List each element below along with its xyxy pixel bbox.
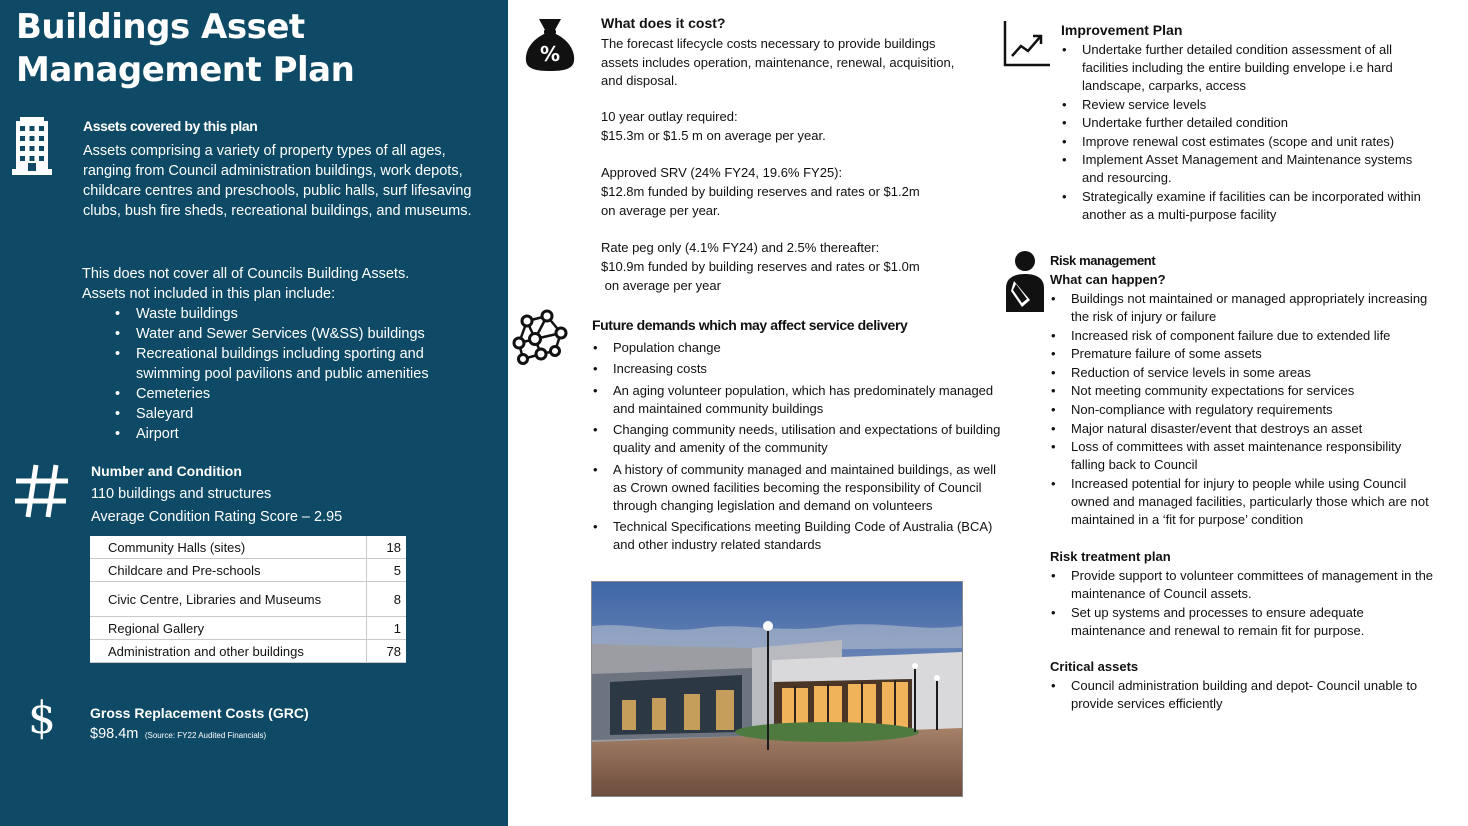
table-cell-value: 78	[367, 640, 407, 663]
assets-description: Assets comprising a variety of property types of all ages, ranging from Council administration buildings, work depots, childcare centres and preschools, public halls, surf lifesaving clubs, bush fire sheds, recreational buildings, and museums.	[83, 143, 472, 219]
page-title-line-2: Management Plan	[16, 50, 355, 90]
table-cell-label: Civic Centre, Libraries and Museums	[90, 582, 367, 617]
table-row	[90, 640, 406, 663]
page-title	[16, 6, 354, 92]
improvement-heading: Improvement Plan	[1061, 22, 1183, 38]
outlay-label: 10 year outlay required:	[601, 109, 738, 124]
buildings-count: 110 buildings and structures	[91, 486, 272, 502]
demands-heading: Future demands which may affect service delivery	[592, 317, 908, 333]
list-item: • Loss of committees with asset maintenance responsibility falling back to Council	[1050, 438, 1435, 474]
list-item: • Cemeteries	[82, 384, 472, 404]
improvement-list	[1061, 41, 1431, 225]
table-cell-label: Regional Gallery	[90, 617, 367, 640]
table-cell-label: Childcare and Pre-schools	[90, 559, 367, 582]
risk-subheading: What can happen?	[1050, 272, 1166, 287]
list-item: • Improve renewal cost estimates (scope and unit rates)	[1061, 133, 1431, 151]
hash-icon	[14, 463, 70, 519]
list-item: • Non-compliance with regulatory requirements	[1050, 401, 1435, 419]
list-item: • Undertake further detailed condition	[1061, 114, 1431, 132]
list-item: • Increasing costs	[592, 360, 1012, 378]
list-item: • Set up systems and processes to ensure adequate maintenance and renewal to remain fit for purpose.	[1050, 604, 1435, 640]
list-item: • A history of community managed and maintained buildings, as well as Crown owned facilities becoming the responsibility of Council through changing legislation and demand on volunteers	[592, 461, 1012, 515]
rate-peg-line-2: on average per year	[601, 278, 721, 293]
table-row	[90, 559, 406, 582]
list-item: • Technical Specifications meeting Building Code of Australia (BCA) and other industry related standards	[592, 518, 1012, 554]
page-title-line-1: Buildings Asset	[16, 7, 305, 47]
list-item: • Review service levels	[1061, 96, 1431, 114]
list-item: • Increased potential for injury to people while using Council owned and managed facilities, particularly those which are not maintained in a ‘fit for purpose’ condition	[1050, 475, 1435, 529]
rate-peg-line-1: $10.9m funded by building reserves and rates or $1.0m	[601, 259, 920, 274]
table-cell-label: Community Halls (sites)	[90, 536, 367, 559]
building-icon	[12, 117, 52, 175]
srv-label: Approved SRV (24% FY24, 19.6% FY25):	[601, 165, 843, 180]
srv-line-1: $12.8m funded by building reserves and rates or $1.2m	[601, 184, 920, 199]
money-bag-icon	[524, 16, 576, 72]
rate-peg-label: Rate peg only (4.1% FY24) and 2.5% thereafter:	[601, 240, 880, 255]
dollar-icon: $	[28, 693, 56, 744]
table-row	[90, 617, 406, 640]
building-photo	[591, 581, 963, 797]
condition-table	[90, 536, 406, 663]
list-item: • An aging volunteer population, which has predominately managed and maintained community buildings	[592, 382, 1012, 418]
critical-assets-heading: Critical assets	[1050, 659, 1139, 674]
grc-line	[90, 725, 266, 743]
network-icon	[508, 308, 570, 366]
cost-intro: The forecast lifecycle costs necessary to provide buildings assets includes operation, maintenance, renewal, acquisition, and disposal.	[601, 36, 955, 88]
not-covered-line-2: Assets not included in this plan include:	[82, 286, 336, 302]
demands-list	[592, 339, 1012, 557]
list-item: • Airport	[82, 424, 472, 444]
svg-text:%: %	[539, 42, 561, 66]
list-item: • Population change	[592, 339, 1012, 357]
table-row	[90, 536, 406, 559]
trend-chart-icon	[1003, 19, 1051, 67]
list-item: • Premature failure of some assets	[1050, 345, 1435, 363]
list-item: • Strategically examine if facilities can be incorporated within another as a multi-purpose facility	[1061, 188, 1431, 224]
list-item: • Major natural disaster/event that destroys an asset	[1050, 420, 1435, 438]
risk-treatment-list	[1050, 567, 1435, 640]
list-item: • Water and Sewer Services (W&SS) buildings	[82, 324, 472, 344]
excluded-assets-list	[82, 304, 472, 444]
not-covered-line-1: This does not cover all of Councils Building Assets.	[82, 266, 410, 282]
list-item: • Recreational buildings including sporting and swimming pool pavilions and public amenities	[82, 344, 472, 384]
outlay-value: $15.3m or $1.5 m on average per year.	[601, 128, 826, 143]
table-cell-value: 18	[367, 536, 407, 559]
list-item: • Changing community needs, utilisation and expectations of building quality and amenity of the community	[592, 421, 1012, 457]
risk-treatment-heading: Risk treatment plan	[1050, 549, 1171, 564]
table-row	[90, 582, 406, 617]
list-item: • Reduction of service levels in some areas	[1050, 364, 1435, 382]
grc-source: (Source: FY22 Audited Financials)	[144, 731, 267, 740]
table-cell-value: 5	[367, 559, 407, 582]
list-item: • Implement Asset Management and Maintenance systems and resourcing.	[1061, 151, 1431, 187]
srv-line-2: on average per year.	[601, 203, 721, 218]
list-item: • Council administration building and depot- Council unable to provide services efficiently	[1050, 677, 1435, 713]
critical-assets-list	[1050, 677, 1435, 713]
assets-heading: Assets covered by this plan	[83, 118, 258, 134]
grc-heading: Gross Replacement Costs (GRC)	[90, 705, 309, 721]
table-cell-label: Administration and other buildings	[90, 640, 367, 663]
condition-rating: Average Condition Rating Score – 2.95	[91, 509, 343, 525]
table-cell-value: 8	[367, 582, 407, 617]
list-item: • Provide support to volunteer committees of management in the maintenance of Council assets.	[1050, 567, 1435, 603]
grc-value: $98.4m	[90, 726, 139, 742]
list-item: • Waste buildings	[82, 304, 472, 324]
list-item: • Buildings not maintained or managed appropriately increasing the risk of injury or failure	[1050, 290, 1435, 326]
person-injury-icon	[1000, 250, 1048, 314]
list-item: • Undertake further detailed condition assessment of all facilities including the entire building envelope i.e hard landscape, carparks, access	[1061, 41, 1431, 95]
condition-heading: Number and Condition	[91, 463, 242, 479]
list-item: • Increased risk of component failure due to extended life	[1050, 327, 1435, 345]
list-item: • Not meeting community expectations for services	[1050, 382, 1435, 400]
cost-heading: What does it cost?	[601, 15, 726, 31]
risk-heading: Risk management	[1050, 253, 1156, 268]
risk-list	[1050, 290, 1435, 529]
left-panel	[0, 0, 508, 826]
table-cell-value: 1	[367, 617, 407, 640]
list-item: • Saleyard	[82, 404, 472, 424]
